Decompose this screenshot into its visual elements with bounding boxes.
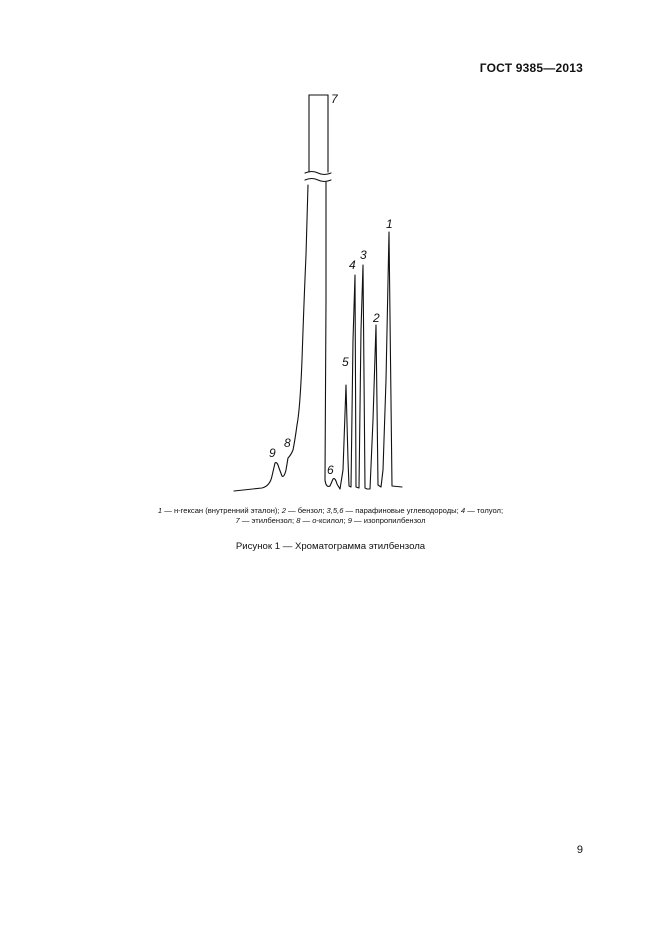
peak-label-7: 7 — [331, 92, 338, 106]
legend-line-1: 1 — н-гексан (внутренний эталон); 2 — бензол; 3,5,6 — парафиновые углеводороды; 4 — толуол; — [157, 506, 504, 515]
break-mark-upper — [305, 172, 331, 175]
document-code: ГОСТ 9385—2013 — [479, 61, 583, 75]
peak-label-9: 9 — [269, 446, 276, 460]
peak-label-6: 6 — [327, 463, 334, 477]
peak-label-3: 3 — [360, 248, 367, 262]
break-mark-lower — [305, 179, 331, 182]
peak-label-2: 2 — [373, 311, 380, 325]
peak-label-1: 1 — [386, 217, 393, 231]
page-number: 9 — [576, 844, 583, 856]
peak-label-5: 5 — [342, 355, 349, 369]
peak-label-4: 4 — [349, 258, 356, 272]
peak-label-8: 8 — [284, 436, 291, 450]
figure-caption: Рисунок 1 — Хроматограмма этилбензола — [235, 541, 426, 552]
legend-line-2: 7 — этилбензол; 8 — о-ксилол; 9 — изопропилбензол — [235, 516, 426, 525]
figure-legend — [60, 506, 601, 526]
